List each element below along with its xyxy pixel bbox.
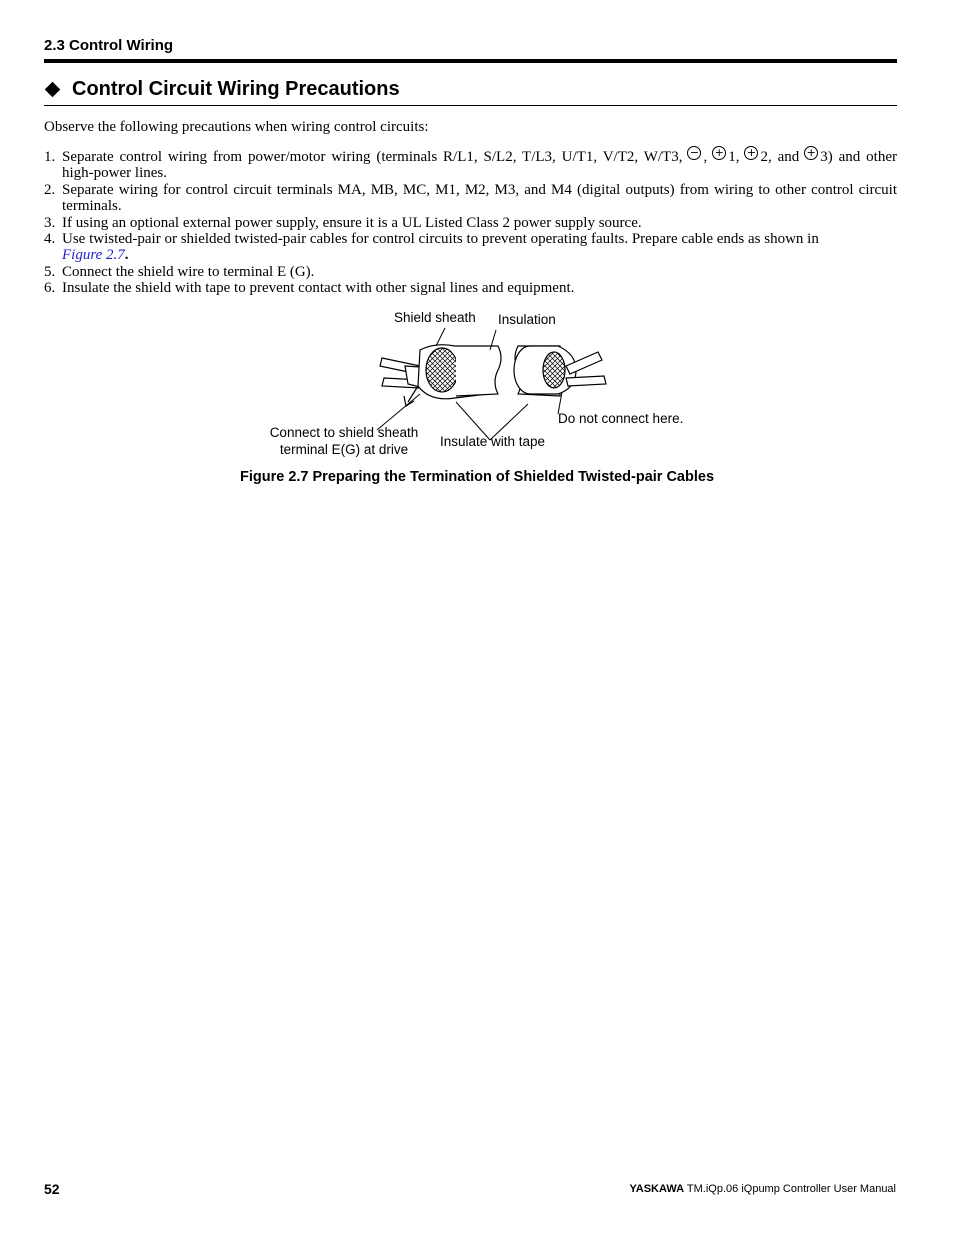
cable-termination-figure — [260, 306, 700, 466]
section-title-text: Control Circuit Wiring Precautions — [72, 78, 400, 100]
list-item — [44, 264, 897, 280]
list-number: 5. — [44, 263, 56, 280]
section-title — [44, 78, 400, 101]
figure-caption: Figure 2.7 Preparing the Termination of Shielded Twisted-pair Cables — [239, 469, 715, 485]
brand-name: YASKAWA — [629, 1183, 685, 1195]
list-number: 2. — [44, 181, 56, 198]
list-text: If using an optional external power supply, ensure it is a UL Listed Class 2 power supply source. — [62, 214, 642, 231]
figure-link[interactable]: Figure 2.7 — [62, 247, 125, 264]
diamond-bullet-icon — [45, 82, 61, 98]
cable-body — [456, 346, 501, 396]
list-text: Insulate the shield with tape to prevent contact with other signal lines and equipment. — [62, 280, 575, 297]
intro-paragraph: Observe the following precautions when wiring control circuits: — [44, 119, 429, 135]
running-header: 2.3 Control Wiring — [44, 37, 174, 54]
list-item — [44, 280, 897, 296]
label-do-not-connect: Do not connect here. — [558, 411, 684, 426]
list-text: Separate wiring for control circuit terminals MA, MB, MC, M1, M2, M3, and M4 (digital outputs) from wiring to other control circuit terminals. — [62, 181, 897, 215]
footer-manual-title — [629, 1183, 896, 1195]
header-rule — [44, 59, 897, 63]
list-item — [44, 182, 897, 215]
label-insulation: Insulation — [498, 312, 556, 327]
list-number: 4. — [44, 231, 56, 248]
label-insulate-tape: Insulate with tape — [440, 434, 546, 449]
list-text: Separate control wiring from power/motor wiring (terminals R/L1, S/L2, T/L3, U/T1, V/T2, W/T3, — [62, 149, 683, 165]
list-item: 4. Use twisted-pair or shielded twisted-pair cables for control circuits to prevent operating faults. Prepare cable ends as shown in Figure 2.7. — [44, 231, 819, 264]
page-number: 52 — [44, 1181, 60, 1197]
label-shield-sheath: Shield sheath — [394, 310, 476, 325]
minus-terminal-icon: − — [687, 146, 701, 160]
left-shield-sheath — [426, 348, 458, 392]
list-number: 1. — [44, 149, 56, 165]
plus-terminal-icon: + — [804, 146, 818, 160]
precaution-list — [44, 146, 897, 297]
plus-terminal-icon: + — [744, 146, 758, 160]
list-text: Use twisted-pair or shielded twisted-pair cables for control circuits to prevent operating faults. Prepare cable ends as shown in — [62, 231, 819, 248]
shield-wire-arrow-icon — [404, 386, 418, 406]
list-item: 1. Separate control wiring from power/motor wiring (terminals R/L1, S/L2, T/L3, U/T1, V/T2, W/T3, − , + 1, + 2, and + 3) and other high-power lines. — [44, 146, 897, 182]
plus-terminal-icon: + — [712, 146, 726, 160]
list-text: Connect the shield wire to terminal E (G). — [62, 263, 315, 280]
list-item — [44, 215, 897, 231]
list-number: 6. — [44, 280, 56, 297]
list-number: 3. — [44, 214, 56, 231]
manual-title: TM.iQp.06 iQpump Controller User Manual — [686, 1183, 896, 1195]
title-rule — [44, 105, 897, 106]
label-connect-to-shield: Connect to shield sheath terminal E(G) at drive — [269, 425, 419, 457]
right-shield-sheath — [543, 352, 565, 388]
